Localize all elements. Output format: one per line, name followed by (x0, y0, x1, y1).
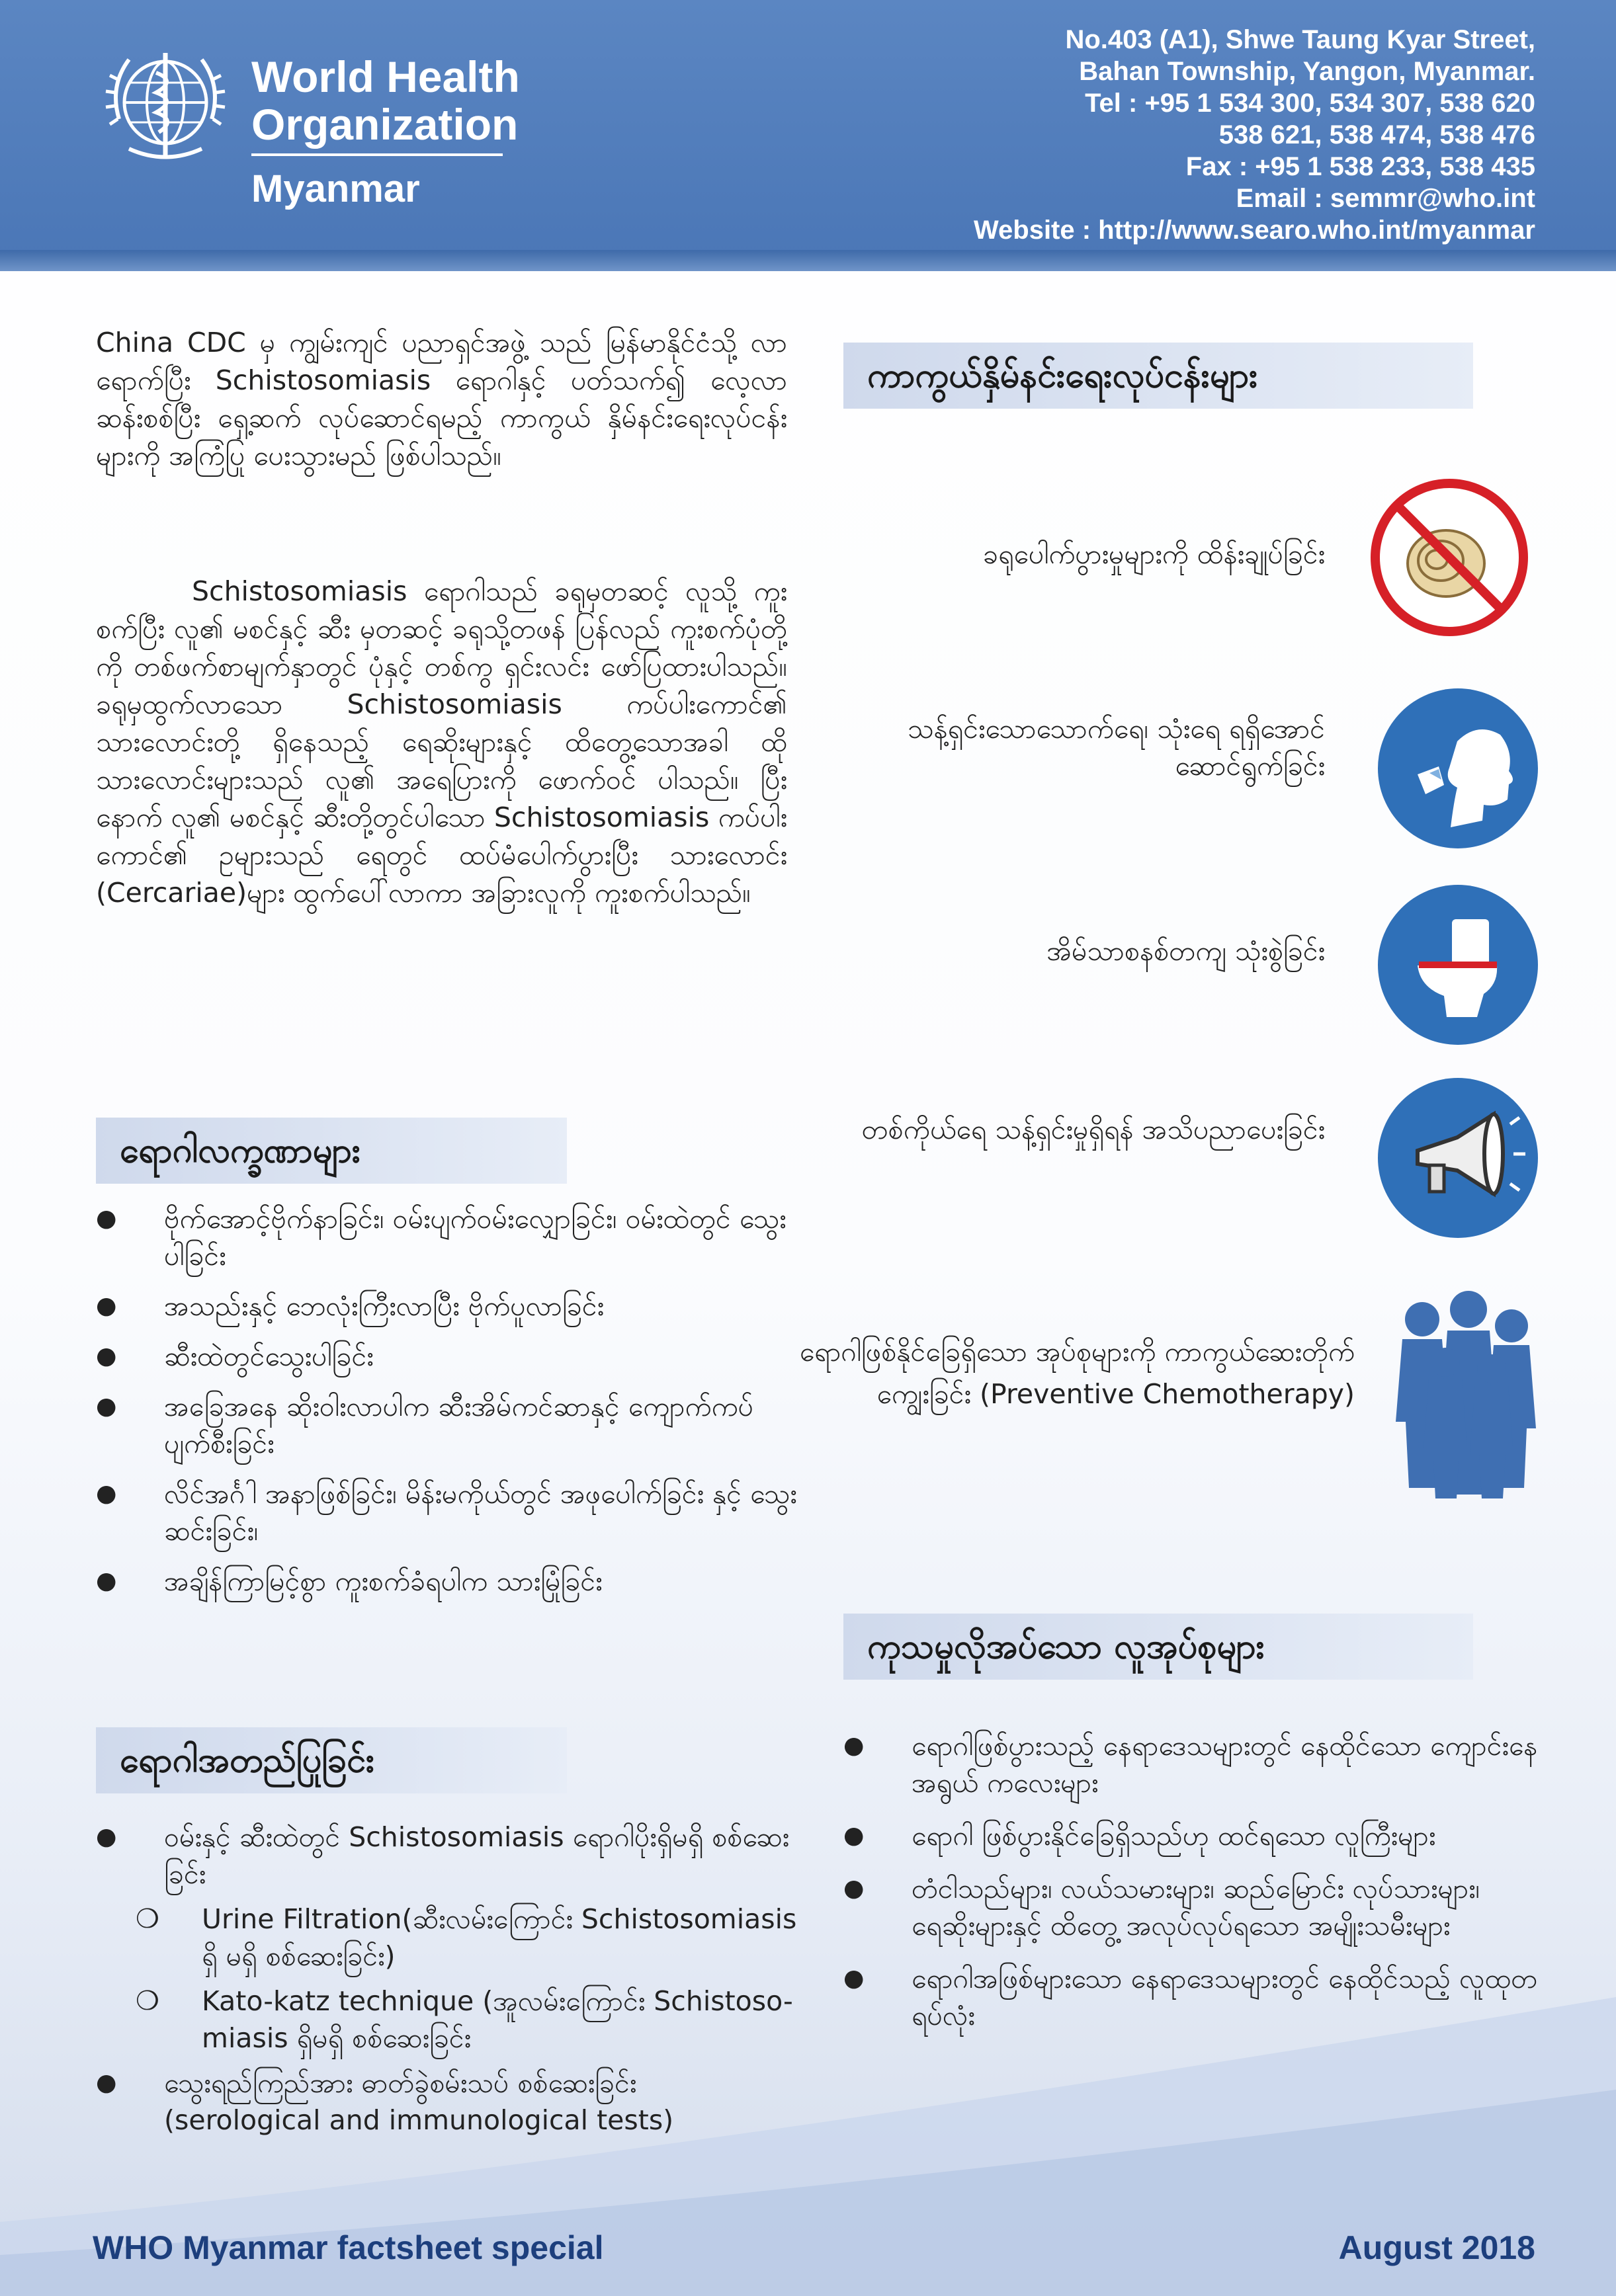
prevention-heading: ကာကွယ်နှိမ်နင်းရေးလုပ်ငန်းများ (843, 343, 1473, 409)
drinking-water-icon (1378, 688, 1538, 848)
symptom-item: ● လိင်အင်္ဂါ အနာဖြစ်ခြင်း၊ မိန်းမကိုယ်တွင် အဖုပေါက်ခြင်း နှင့် သွေးဆင်းခြင်း၊ (96, 1475, 797, 1549)
address-line1: No.403 (A1), Shwe Taung Kyar Street, (1065, 25, 1535, 54)
tel-line1: Tel : +95 1 534 300, 534 307, 538 620 (1085, 89, 1535, 118)
diagnosis-item: ● သွေးရည်ကြည်အား ဓာတ်ခွဲစမ်းသပ် စစ်ဆေးခြင်း (serological and immunological tests) (96, 2065, 797, 2139)
diagnosis-subitem: ❍ Urine Filtration(ဆီးလမ်းကြောင်း Schistosomiasis ရှိ မရှိ စစ်ဆေးခြင်း) (96, 1901, 797, 1975)
prevention-item-4: တစ်ကိုယ်ရေ သန့်ရှင်းမှုရှိရန် အသိပညာပေးခြင်း (861, 1114, 1325, 1145)
website-line: Website : http://www.searo.who.int/myanmar (973, 216, 1535, 245)
symptom-item: ● အချိန်ကြာမြင့်စွာ ကူးစက်ခံရပါက သားမြုံခြင်း (96, 1563, 797, 1600)
symptom-item: ● ဆီးထဲတွင်သွေးပါခြင်း (96, 1338, 797, 1375)
people-group-icon (1382, 1290, 1548, 1501)
org-name-line2: Organization (251, 100, 519, 149)
risk-group-item: ● တံငါသည်များ၊ လယ်သမားများ၊ ဆည်မြောင်း လုပ်သားများ၊ ရေဆိုးများနှင့် ထိတွေ့ အလုပ်လုပ်ရသော အမျိုးသမီးများ (843, 1870, 1545, 1944)
symptom-item: ● အသည်းနှင့် ဘေလုံးကြီးလာပြီး ဗိုက်ပူလာခြင်း (96, 1288, 797, 1325)
org-name (251, 53, 520, 148)
symptoms-list (96, 1200, 797, 1613)
footer-title: WHO Myanmar factsheet special (93, 2229, 604, 2266)
risk-groups-heading: ကုသမှုလိုအပ်သော လူအုပ်စုများ (843, 1614, 1473, 1680)
symptom-item: ● အခြေအနေ ဆိုးဝါးလာပါက ဆီးအိမ်ကင်ဆာနှင့် ကျောက်ကပ် ပျက်စီးခြင်း (96, 1388, 797, 1462)
who-emblem-icon (99, 40, 232, 172)
address-line2: Bahan Township, Yangon, Myanmar. (1079, 57, 1535, 86)
symptom-item: ● ဗိုက်အောင့်ဗိုက်နာခြင်း၊ ဝမ်းပျက်ဝမ်းလျှောခြင်း၊ ဝမ်းထဲတွင် သွေးပါခြင်း (96, 1200, 797, 1274)
diagnosis-subitem: ❍ Kato-katz technique (အူလမ်းကြောင်း Schistoso-miasis ရှိမရှိ စစ်ဆေးခြင်း (96, 1983, 797, 2057)
megaphone-icon (1378, 1078, 1538, 1238)
risk-group-item: ● ရောဂါ ဖြစ်ပွားနိုင်ခြေရှိသည်ဟု ထင်ရသော လူကြီးများ (843, 1817, 1545, 1854)
prevention-item-3: အိမ်သာစနစ်တကျ သုံးစွဲခြင်း (1046, 935, 1325, 967)
no-snail-icon (1368, 476, 1531, 639)
fax-line: Fax : +95 1 538 233, 538 435 (1185, 152, 1535, 181)
header-stripe (0, 250, 1616, 271)
intro-paragraph-1: China CDC မှ ကျွမ်းကျင် ပညာရှင်အဖွဲ့ သည် မြန်မာနိုင်ငံသို့ လာရောက်ပြီး Schistosomiasis ရောဂါနှင့် ပတ်သက်၍ လေ့လာ ဆန်းစစ်ပြီး ရှေ့ဆက် လုပ်ဆောင်ရမည့် ကာကွယ် နှိမ်နင်းရေးလုပ်ငန်းများကို အကြံပြု ပေးသွားမည် ဖြစ်ပါသည်။ (96, 327, 787, 472)
contact-block (974, 24, 1535, 246)
footer-date: August 2018 (1338, 2229, 1535, 2266)
intro-paragraph-2: Schistosomiasis ရောဂါသည် ခရုမှတဆင့် လူသို့ ကူးစက်ပြီး လူ၏ မစင်နှင့် ဆီး မှတဆင့် ခရုသို့တဖန် ပြန်လည် ကူးစက်ပုံတို့ကို တစ်ဖက်စာမျက်နှာတွင် ပုံနှင့် တစ်ကွ ရှင်းလင်း ဖော်ပြထားပါသည်။ ခရုမှထွက်လာသော Schistosomiasis ကပ်ပါးကောင်၏ သားလောင်းတို့ ရှိနေသည့် ရေဆိုးများနှင့် ထိတွေ့သောအခါ ထိုသားလောင်းများသည် လူ၏ အရေပြားကို ဖောက်ဝင် ပါသည်။ ပြီးနောက် လူ၏ မစင်နှင့် ဆီးတို့တွင်ပါသော Schistosomiasis ကပ်ပါးကောင်၏ ဥများသည် ရေတွင် ထပ်မံပေါက်ပွားပြီး သားလောင်း (Cercariae)များ ထွက်ပေါ်လာကာ အခြားလူကို ကူးစက်ပါသည်။ (96, 575, 787, 909)
diagnosis-heading: ရောဂါအတည်ပြုခြင်း (96, 1727, 567, 1793)
toilet-icon (1378, 885, 1538, 1045)
email-line: Email : semmr@who.int (1236, 184, 1535, 213)
risk-group-item: ● ရောဂါဖြစ်ပွားသည့် နေရာဒေသများတွင် နေထိုင်သော ကျောင်းနေအရွယ် ကလေးများ (843, 1727, 1545, 1801)
symptoms-heading: ရောဂါလက္ခဏာများ (96, 1118, 567, 1184)
prevention-item-5: ရောဂါဖြစ်နိုင်ခြေရှိသော အုပ်စုများကို ကာကွယ်ဆေးတိုက်ကျွေးခြင်း (Preventive Chemotherapy) (799, 1336, 1355, 1410)
prevention-item-1: ခရုပေါက်ပွားမှုများကို ထိန်းချုပ်ခြင်း (982, 538, 1325, 570)
prevention-item-2: သန့်ရှင်းသောသောက်ရေ၊ သုံးရေ ရရှိအောင် ဆောင်ရွက်ခြင်း (907, 713, 1325, 782)
logo-divider (251, 153, 503, 156)
org-name-line1: World Health (251, 52, 520, 101)
tel-line2: 538 621, 538 474, 538 476 (1218, 120, 1535, 149)
header-band (0, 0, 1616, 271)
diagnosis-item: ● ဝမ်းနှင့် ဆီးထဲတွင် Schistosomiasis ရောဂါပိုးရှိမရှိ စစ်ဆေးခြင်း (96, 1819, 797, 1893)
risk-group-item: ● ရောဂါအဖြစ်များသော နေရာဒေသများတွင် နေထိုင်သည့် လူထုတရပ်လုံး (843, 1960, 1545, 2034)
org-country: Myanmar (251, 167, 420, 210)
